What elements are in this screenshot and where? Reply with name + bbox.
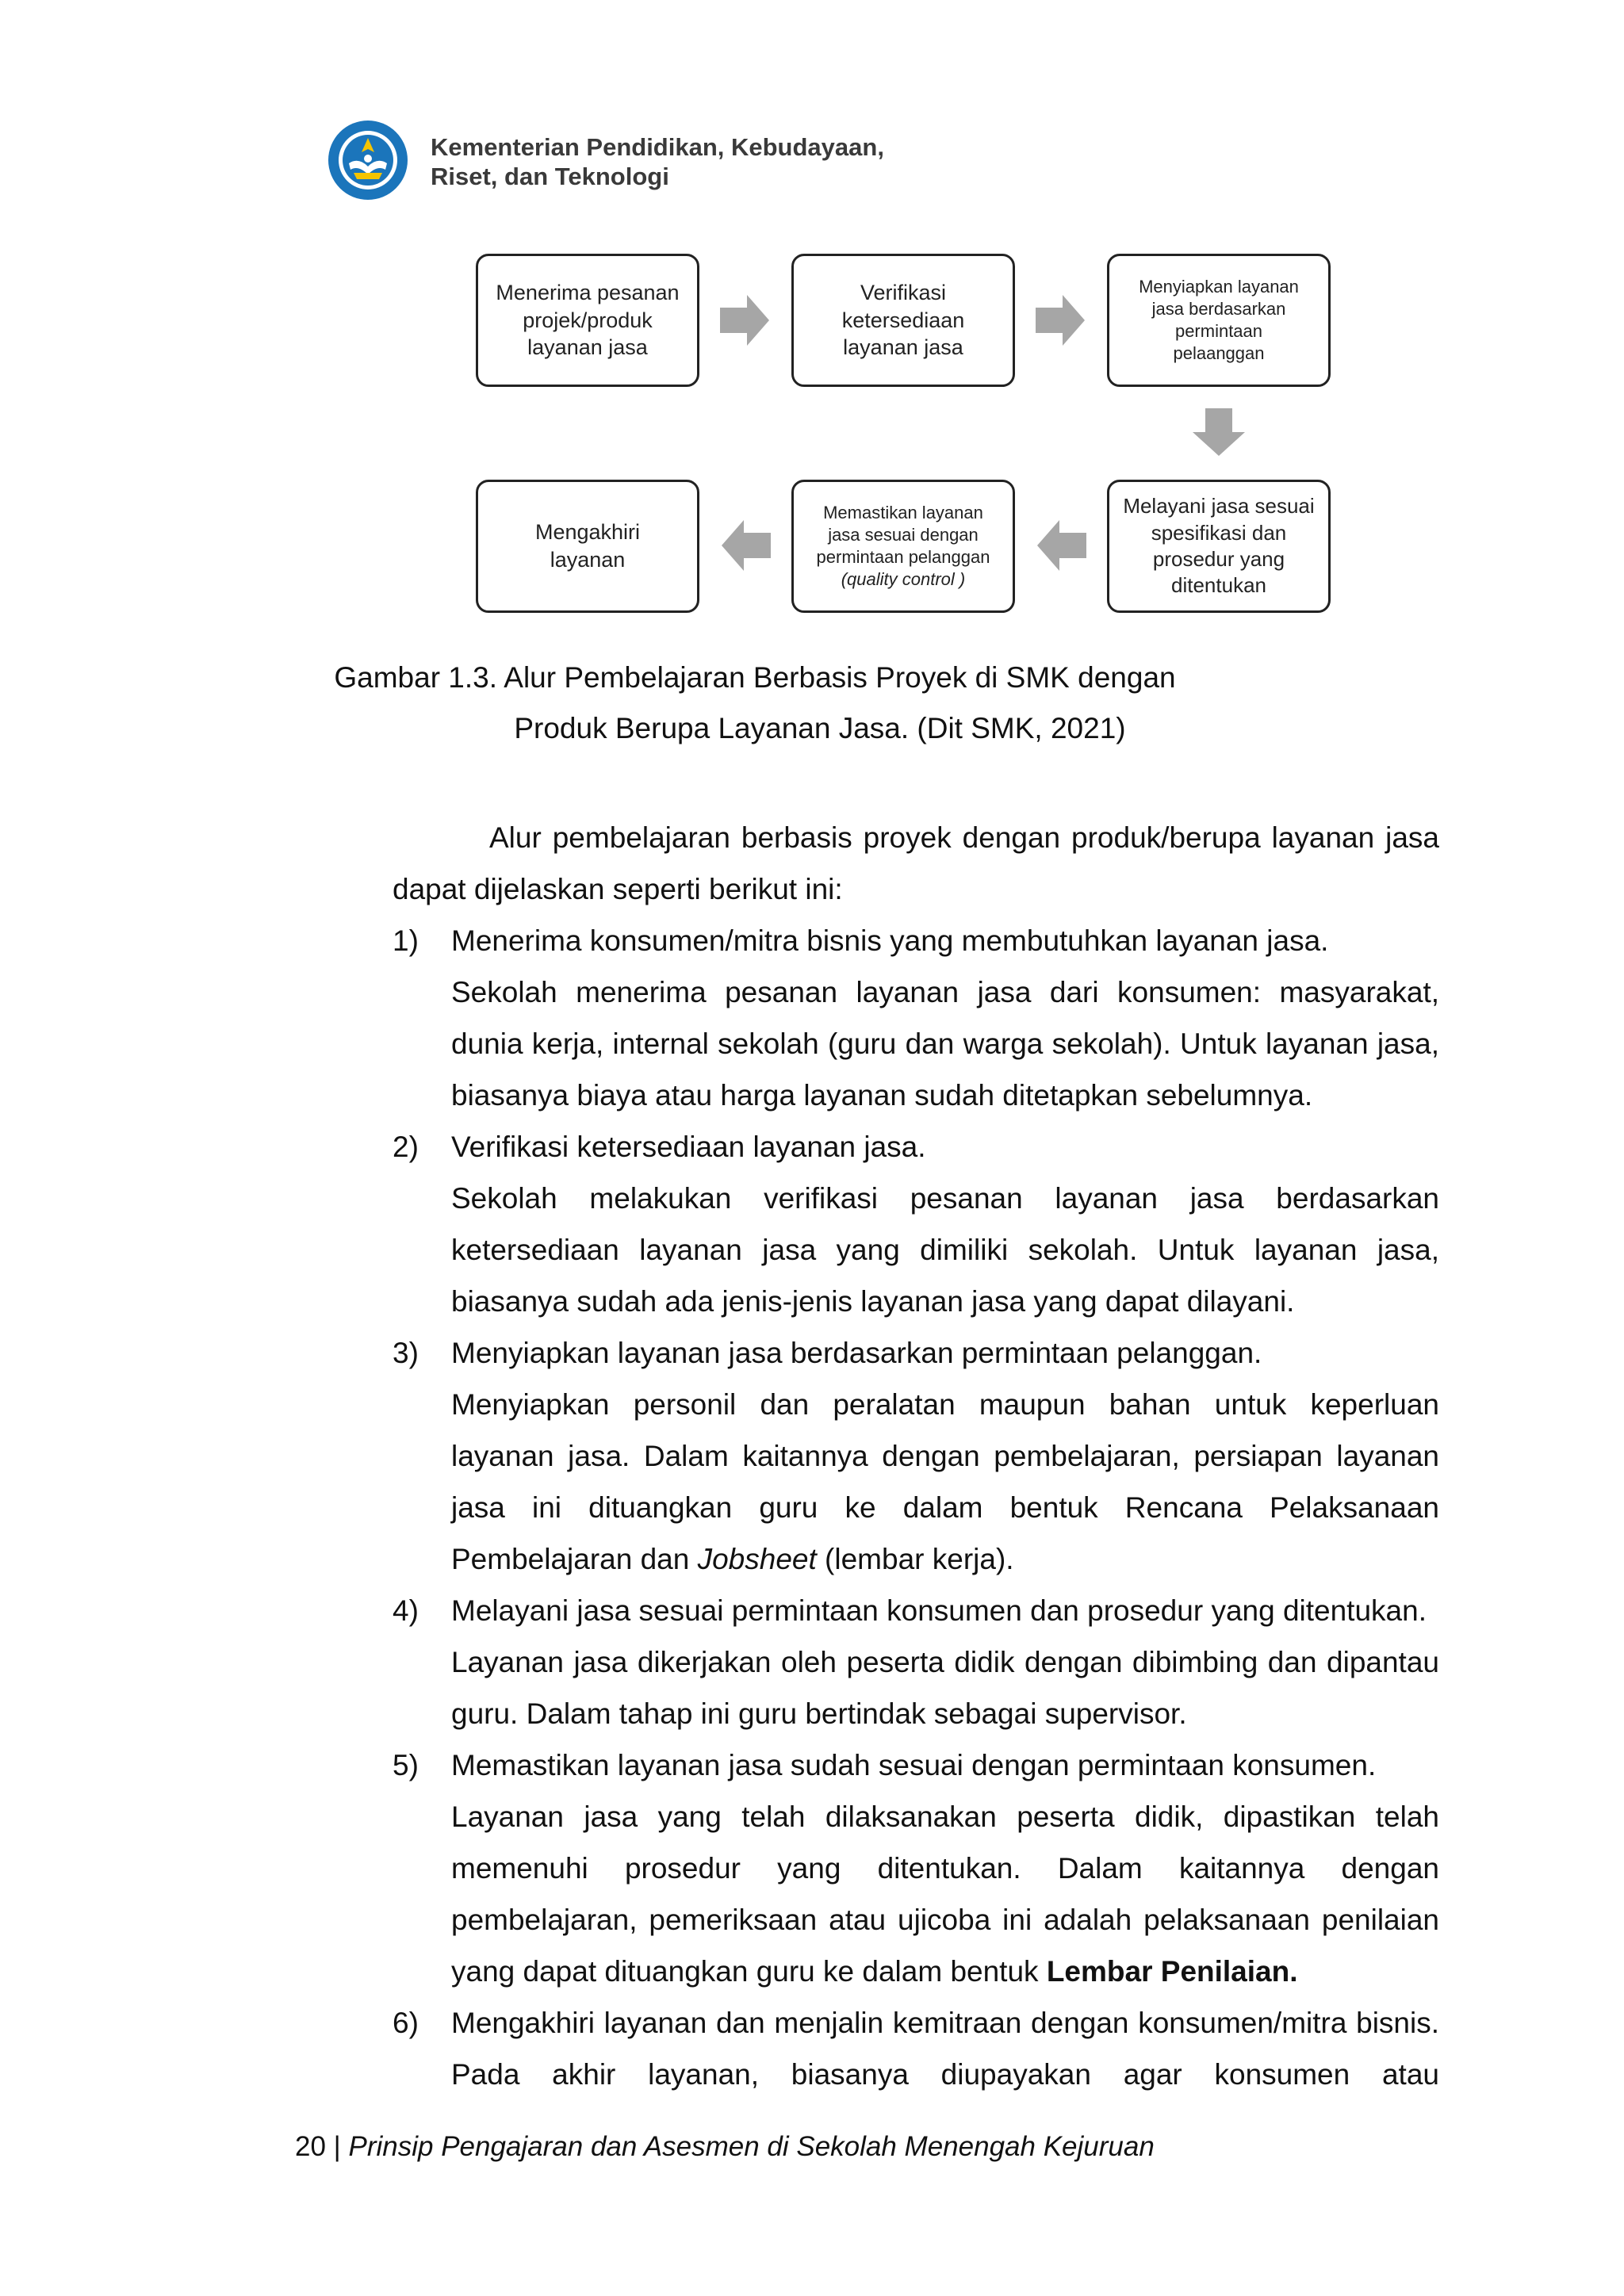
page-footer [295, 2131, 1155, 2163]
list-item-body: Sekolah melakukan verifikasi pesanan layanan jasa berdasarkan ketersediaan layanan jasa yang dimiliki sekolah. Untuk layanan jasa, biasanya sudah ada jenis-jenis layanan jasa yang dapat dilayani. [451, 1182, 1439, 1318]
list-item-number: 5) [393, 1749, 419, 1781]
page-number: 20 | [295, 2131, 341, 2162]
flow-box-deliver-service: Melayani jasa sesuai spesifikasi dan prosedur yang ditentukan [1107, 480, 1331, 613]
list-item-title: Verifikasi ketersediaan layanan jasa. [451, 1131, 926, 1163]
list-item-number: 2) [393, 1131, 419, 1163]
intro-paragraph: Alur pembelajaran berbasis proyek dengan produk/berupa layanan jasa dapat dijelaskan seperti berikut ini: [393, 821, 1439, 905]
list-item-title: Memastikan layanan jasa sudah sesuai dengan permintaan konsumen. [451, 1749, 1377, 1781]
book-title: Prinsip Pengajaran dan Asesmen di Sekolah Menengah Kejuruan [348, 2131, 1155, 2162]
list-item-title: Menyiapkan layanan jasa berdasarkan permintaan pelanggan. [451, 1337, 1262, 1369]
ministry-name-line1: Kementerian Pendidikan, Kebudayaan, [431, 133, 884, 161]
arrow-left-icon [722, 520, 771, 571]
list-item-number: 3) [393, 1337, 419, 1369]
arrow-left-icon [1037, 520, 1086, 571]
list-item-body: Layanan jasa dikerjakan oleh peserta didik dengan dibimbing dan dipantau guru. Dalam tahap ini guru bertindak sebagai supervisor. [451, 1646, 1439, 1730]
list-item-body: Sekolah menerima pesanan layanan jasa dari konsumen: masyarakat, dunia kerja, internal sekolah (guru dan warga sekolah). Untuk layanan jasa, biasanya biaya atau harga layanan sudah ditetapkan sebelumnya. [451, 976, 1439, 1112]
list-item [393, 1585, 1439, 1739]
flow-box-verify-availability: Verifikasi ketersediaan layanan jasa [791, 254, 1015, 387]
body-text [393, 812, 1439, 2100]
ministry-name-line2: Riset, dan Teknologi [431, 163, 669, 190]
list-item [393, 1739, 1439, 1997]
arrow-down-icon [1193, 408, 1245, 456]
figure-caption-line2: Produk Berupa Layanan Jasa. (Dit SMK, 2021) [514, 712, 1126, 744]
arrow-right-icon [720, 295, 769, 346]
tut-wuri-handayani-logo-icon [325, 117, 411, 203]
list-item-number: 1) [393, 924, 419, 957]
list-item-title: Melayani jasa sesuai permintaan konsumen dan prosedur yang ditentukan. [451, 1594, 1427, 1627]
list-item-number: 6) [393, 2007, 419, 2039]
list-item [393, 1121, 1439, 1327]
list-item [393, 1997, 1439, 2100]
list-item-title: Mengakhiri layanan dan menjalin kemitraan dengan konsumen/mitra bisnis. Pada akhir layanan, biasanya diupayakan agar konsumen atau [451, 2007, 1439, 2091]
flow-box-end-service: Mengakhiri layanan [476, 480, 699, 613]
flow-box-quality-control [791, 480, 1015, 613]
figure-caption-line1: Gambar 1.3. Alur Pembelajaran Berbasis Proyek di SMK dengan [334, 661, 1176, 694]
list-item-body-text: Menyiapkan personil dan peralatan maupun bahan untuk keperluan layanan jasa. Dalam kaitannya dengan pembelajaran, persiapan layanan jasa ini dituangkan guru ke dalam bentuk Rencana Pelaksanaan Pembelajaran dan [451, 1388, 1439, 1575]
arrow-right-icon [1036, 295, 1085, 346]
list-item-number: 4) [393, 1594, 419, 1627]
flow-box-quality-control-italic: (quality control ) [841, 569, 966, 590]
list-item-title: Menerima konsumen/mitra bisnis yang membutuhkan layanan jasa. [451, 924, 1329, 957]
flow-box-receive-order: Menerima pesanan projek/produk layanan jasa [476, 254, 699, 387]
flow-box-prepare-service: Menyiapkan layanan jasa berdasarkan permintaan pelaanggan [1107, 254, 1331, 387]
list-item-body [451, 1379, 1439, 1585]
flow-box-quality-control-text: Memastikan layanan jasa sesuai dengan permintaan pelanggan [816, 502, 990, 567]
lembar-penilaian-term: Lembar Penilaian. [1046, 1955, 1298, 1988]
ministry-header [325, 117, 959, 205]
list-item-body [451, 1791, 1439, 1997]
list-item [393, 915, 1439, 1121]
list-item [393, 1327, 1439, 1585]
list-item-body-text: Layanan jasa yang telah dilaksanakan peserta didik, dipastikan telah memenuhi prosedur yang ditentukan. Dalam kaitannya dengan pembelajaran, pemeriksaan atau ujicoba ini adalah pelaksanaan penilaian yang dapat dituangkan guru ke dalam bentuk [451, 1800, 1439, 1988]
list-item-body-tail: (lembar kerja). [816, 1543, 1014, 1575]
jobsheet-term: Jobsheet [697, 1543, 817, 1575]
